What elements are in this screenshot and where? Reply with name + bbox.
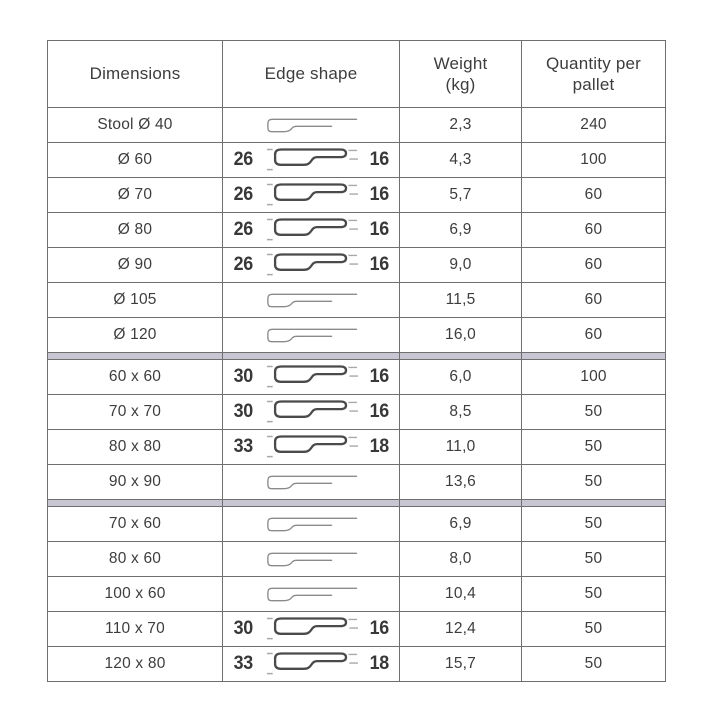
quantity-header-line1: Quantity per (545, 53, 641, 73)
quantity-cell: 50 (522, 577, 666, 612)
quantity-cell: 60 (522, 248, 666, 283)
edge-thickness-label: 18 (370, 653, 390, 674)
edge-shape-cell (223, 542, 400, 577)
quantity-cell: 50 (522, 507, 666, 542)
dimension-cell: 110 x 70 (48, 612, 223, 647)
edge-profile-dimensioned-icon (266, 251, 358, 280)
quantity-header-line2: pallet (572, 75, 615, 94)
edge-profile-dimensioned-icon (266, 433, 358, 462)
quantity-cell: 60 (522, 283, 666, 318)
weight-cell: 6,0 (400, 360, 522, 395)
table-row (48, 283, 666, 318)
col-header-quantity (522, 41, 666, 108)
edge-profile-dimensioned-icon (266, 650, 358, 679)
table-row (48, 647, 666, 682)
table-row (48, 143, 666, 178)
edge-shape-cell (223, 318, 400, 353)
table-row (48, 213, 666, 248)
weight-cell: 2,3 (400, 108, 522, 143)
quantity-cell: 100 (522, 360, 666, 395)
edge-height-label: 33 (233, 653, 253, 674)
weight-cell: 16,0 (400, 318, 522, 353)
quantity-cell: 60 (522, 318, 666, 353)
edge-thickness-label: 16 (370, 149, 390, 170)
edge-height-label: 26 (233, 149, 253, 170)
edge-profile-dimensioned-icon (266, 146, 358, 175)
edge-shape-cell (223, 612, 400, 647)
weight-cell: 8,5 (400, 395, 522, 430)
table-row (48, 360, 666, 395)
edge-shape-cell (223, 360, 400, 395)
edge-thickness-label: 16 (370, 366, 390, 387)
edge-profile-dimensioned-icon (266, 398, 358, 427)
edge-thickness-label: 16 (370, 219, 390, 240)
dimension-cell: Ø 105 (48, 283, 223, 318)
edge-height-label: 26 (233, 184, 253, 205)
col-header-weight (400, 41, 522, 108)
dimension-cell: Ø 90 (48, 248, 223, 283)
edge-shape-cell (223, 283, 400, 318)
edge-height-label: 30 (233, 618, 253, 639)
table-row (48, 577, 666, 612)
dimension-cell: 80 x 80 (48, 430, 223, 465)
quantity-cell: 60 (522, 213, 666, 248)
edge-profile-plain-icon (263, 324, 360, 347)
dimension-cell: Ø 70 (48, 178, 223, 213)
section-divider (48, 500, 666, 507)
edge-shape-cell (223, 213, 400, 248)
edge-height-label: 26 (233, 219, 253, 240)
dimension-cell: Ø 60 (48, 143, 223, 178)
weight-cell: 10,4 (400, 577, 522, 612)
dimension-cell: 90 x 90 (48, 465, 223, 500)
table-row (48, 430, 666, 465)
col-header-edge-shape: Edge shape (223, 41, 400, 108)
quantity-cell: 50 (522, 647, 666, 682)
weight-cell: 9,0 (400, 248, 522, 283)
edge-profile-plain-icon (263, 548, 360, 571)
dimension-cell: 80 x 60 (48, 542, 223, 577)
weight-header-line2: (kg) (445, 75, 476, 94)
edge-profile-plain-icon (263, 289, 360, 312)
table-row (48, 395, 666, 430)
table-row (48, 248, 666, 283)
edge-thickness-label: 16 (370, 401, 390, 422)
edge-shape-cell (223, 507, 400, 542)
edge-shape-cell (223, 143, 400, 178)
edge-thickness-label: 16 (370, 618, 390, 639)
edge-profile-plain-icon (263, 114, 360, 137)
edge-profile-plain-icon (263, 513, 360, 536)
edge-profile-plain-icon (263, 471, 360, 494)
edge-shape-cell (223, 248, 400, 283)
section-divider (48, 353, 666, 360)
edge-height-label: 26 (233, 254, 253, 275)
weight-cell: 6,9 (400, 507, 522, 542)
edge-shape-cell (223, 577, 400, 612)
dimension-cell: 100 x 60 (48, 577, 223, 612)
table-row (48, 108, 666, 143)
edge-profile-dimensioned-icon (266, 363, 358, 392)
product-spec-table (47, 40, 666, 682)
edge-shape-cell (223, 430, 400, 465)
dimension-cell: Stool Ø 40 (48, 108, 223, 143)
edge-thickness-label: 16 (370, 184, 390, 205)
dimension-cell: 120 x 80 (48, 647, 223, 682)
table-row (48, 612, 666, 647)
weight-cell: 4,3 (400, 143, 522, 178)
edge-thickness-label: 16 (370, 254, 390, 275)
table-row (48, 318, 666, 353)
weight-cell: 12,4 (400, 612, 522, 647)
edge-height-label: 33 (233, 436, 253, 457)
quantity-cell: 50 (522, 430, 666, 465)
edge-profile-dimensioned-icon (266, 615, 358, 644)
table-row (48, 178, 666, 213)
quantity-cell: 50 (522, 395, 666, 430)
weight-cell: 6,9 (400, 213, 522, 248)
weight-cell: 11,5 (400, 283, 522, 318)
quantity-cell: 50 (522, 612, 666, 647)
header-row (48, 41, 666, 108)
edge-shape-cell (223, 465, 400, 500)
table-row (48, 465, 666, 500)
edge-shape-cell (223, 395, 400, 430)
weight-cell: 11,0 (400, 430, 522, 465)
edge-shape-cell (223, 178, 400, 213)
col-header-dimensions: Dimensions (48, 41, 223, 108)
dimension-cell: 70 x 60 (48, 507, 223, 542)
dimension-cell: Ø 80 (48, 213, 223, 248)
edge-height-label: 30 (233, 366, 253, 387)
dimension-cell: Ø 120 (48, 318, 223, 353)
quantity-cell: 50 (522, 465, 666, 500)
weight-cell: 5,7 (400, 178, 522, 213)
dimension-cell: 60 x 60 (48, 360, 223, 395)
table-row (48, 542, 666, 577)
edge-height-label: 30 (233, 401, 253, 422)
edge-shape-cell (223, 108, 400, 143)
weight-cell: 15,7 (400, 647, 522, 682)
quantity-cell: 240 (522, 108, 666, 143)
weight-cell: 13,6 (400, 465, 522, 500)
table-row (48, 507, 666, 542)
quantity-cell: 60 (522, 178, 666, 213)
weight-header-line1: Weight (433, 53, 488, 73)
dimension-cell: 70 x 70 (48, 395, 223, 430)
quantity-cell: 50 (522, 542, 666, 577)
edge-shape-cell (223, 647, 400, 682)
edge-profile-dimensioned-icon (266, 216, 358, 245)
quantity-cell: 100 (522, 143, 666, 178)
weight-cell: 8,0 (400, 542, 522, 577)
edge-thickness-label: 18 (370, 436, 390, 457)
edge-profile-plain-icon (263, 583, 360, 606)
edge-profile-dimensioned-icon (266, 181, 358, 210)
